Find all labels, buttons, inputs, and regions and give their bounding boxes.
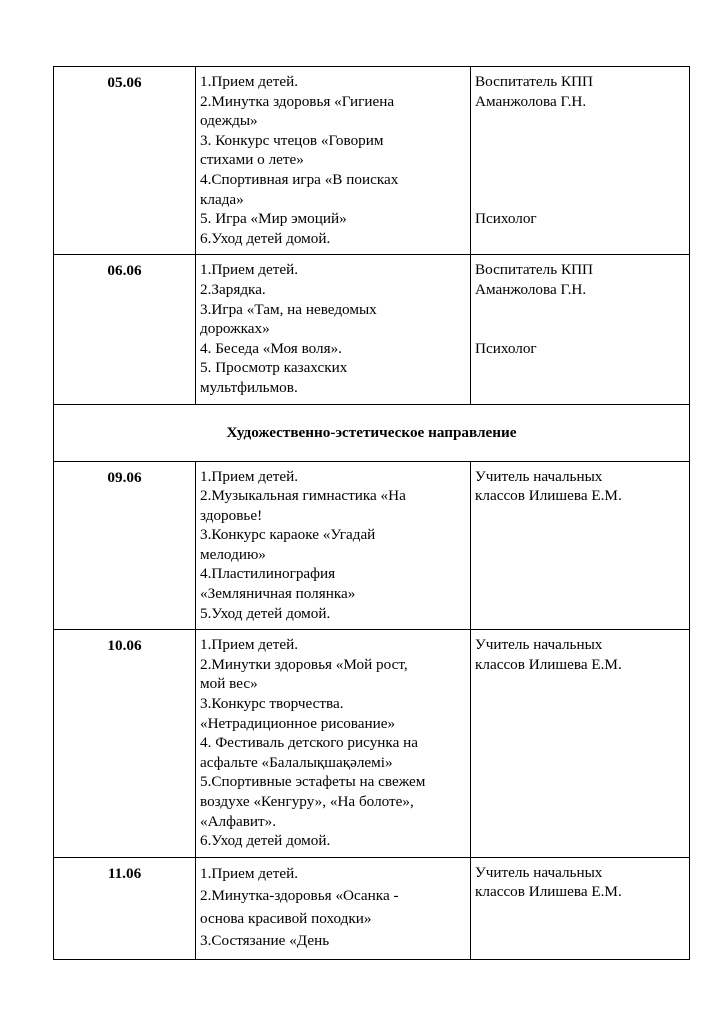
activity-line: асфальте «Балалықшақәлемі» bbox=[200, 753, 393, 771]
activity-line: 4. Фестиваль детского рисунка на bbox=[200, 734, 418, 752]
activity-line: 5.Спортивные эстафеты на свежем bbox=[200, 773, 426, 791]
staff-line: Аманжолова Г.Н. bbox=[475, 280, 587, 298]
activity-line: 4.Пластилинография bbox=[200, 565, 336, 583]
activity-line: 1.Прием детей. bbox=[200, 636, 298, 654]
activity-line: клада» bbox=[200, 190, 244, 208]
staff-cell bbox=[471, 461, 690, 630]
table-row bbox=[54, 67, 690, 255]
activity-line: 3.Конкурс караоке «Угадай bbox=[200, 526, 376, 544]
staff-line: Учитель начальных bbox=[475, 636, 603, 654]
section-heading-row bbox=[54, 404, 690, 461]
activity-line: здоровье! bbox=[200, 506, 263, 524]
activity-line: 3.Состязание «День bbox=[200, 932, 330, 950]
schedule-table bbox=[53, 66, 690, 960]
staff-line: Психолог bbox=[475, 339, 537, 357]
activity-line: мультфильмов. bbox=[200, 378, 298, 396]
staff-line: классов Илишева Е.М. bbox=[475, 655, 622, 673]
staff-cell bbox=[471, 630, 690, 858]
activity-line: 3. Конкурс чтецов «Говорим bbox=[200, 131, 384, 149]
table-row bbox=[54, 255, 690, 404]
activity-line: 1.Прием детей. bbox=[200, 864, 298, 882]
activity-line: «Алфавит». bbox=[200, 812, 277, 830]
activity-line: 5. Игра «Мир эмоций» bbox=[200, 210, 347, 228]
staff-line: Учитель начальных bbox=[475, 863, 603, 881]
staff-cell bbox=[471, 857, 690, 959]
activity-line: 1.Прием детей. bbox=[200, 467, 298, 485]
table-row bbox=[54, 630, 690, 858]
staff-line: Психолог bbox=[475, 210, 537, 228]
date-cell: 10.06 bbox=[54, 630, 196, 858]
activity-line: 1.Прием детей. bbox=[200, 73, 298, 90]
table-row bbox=[54, 461, 690, 630]
staff-cell bbox=[471, 255, 690, 404]
staff-line: классов Илишева Е.М. bbox=[475, 487, 622, 505]
activity-line: 2.Музыкальная гимнастика «На bbox=[200, 487, 406, 505]
activity-line: 1.Прием детей. bbox=[200, 261, 298, 279]
activity-line: 2.Минутки здоровья «Мой рост, bbox=[200, 655, 408, 673]
activity-line: стихами о лете» bbox=[200, 151, 304, 169]
date-cell: 05.06 bbox=[54, 67, 196, 255]
section-heading: Художественно-эстетическое направление bbox=[54, 404, 690, 461]
activities-cell bbox=[196, 461, 471, 630]
activity-line: 4. Беседа «Моя воля». bbox=[200, 339, 342, 357]
activities-cell bbox=[196, 857, 471, 959]
staff-line: Воспитатель КПП bbox=[475, 73, 594, 90]
activity-line: 5.Уход детей домой. bbox=[200, 604, 331, 622]
activity-line: одежды» bbox=[200, 112, 258, 130]
date-cell: 11.06 bbox=[54, 857, 196, 959]
date-cell: 06.06 bbox=[54, 255, 196, 404]
activities-cell bbox=[196, 255, 471, 404]
activities-cell bbox=[196, 630, 471, 858]
activity-line: 3.Игра «Там, на неведомых bbox=[200, 300, 377, 318]
activity-line: 5. Просмотр казахских bbox=[200, 359, 348, 377]
staff-line: Аманжолова Г.Н. bbox=[475, 92, 587, 110]
activity-line: мелодию» bbox=[200, 545, 266, 563]
activity-line: 3.Конкурс творчества. bbox=[200, 695, 344, 713]
staff-line: Учитель начальных bbox=[475, 467, 603, 485]
activity-line: мой вес» bbox=[200, 675, 258, 693]
activity-line: 2.Минутка здоровья «Гигиена bbox=[200, 92, 395, 110]
table-row bbox=[54, 857, 690, 959]
activity-line: 6.Уход детей домой. bbox=[200, 229, 331, 247]
activity-line: «Нетрадиционное рисование» bbox=[200, 714, 396, 732]
staff-line: классов Илишева Е.М. bbox=[475, 883, 622, 901]
activity-line: воздухе «Кенгуру», «На болоте», bbox=[200, 793, 414, 810]
activity-line: «Земляничная полянка» bbox=[200, 585, 356, 603]
activity-line: 2.Минутка-здоровья «Осанка - bbox=[200, 887, 399, 905]
activity-line: 2.Зарядка. bbox=[200, 280, 266, 298]
date-cell: 09.06 bbox=[54, 461, 196, 630]
activities-cell bbox=[196, 67, 471, 255]
activity-line: дорожках» bbox=[200, 320, 270, 338]
activity-line: основа красивой походки» bbox=[200, 909, 372, 927]
activity-line: 6.Уход детей домой. bbox=[200, 832, 331, 850]
staff-line: Воспитатель КПП bbox=[475, 261, 594, 279]
staff-cell bbox=[471, 67, 690, 255]
activity-line: 4.Спортивная игра «В поисках bbox=[200, 170, 399, 188]
